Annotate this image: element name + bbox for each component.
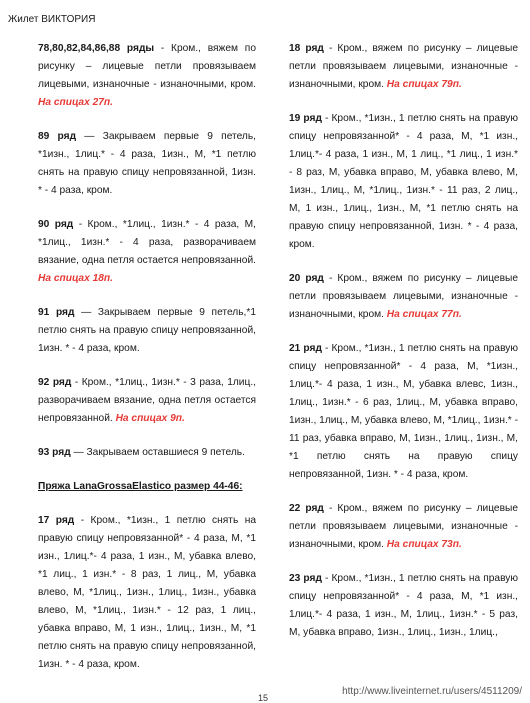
right-column <box>289 40 518 658</box>
row-18: 18 ряд - Кром., вяжем по рисунку – лицевые петли провязываем лицевыми, изнаночные - изнаночными, кром. На спицах 79п. <box>289 43 518 90</box>
left-column <box>38 40 256 690</box>
row-91: 91 ряд — Закрываем первые 9 петель,*1 петлю снять на правую спицу непровязанной, 1изн. * - 4 раза, кром. <box>38 307 256 354</box>
row-89: 89 ряд — Закрываем первые 9 петель, *1изн., 1лиц.* - 4 раза, 1изн., М, *1 петлю снять на правую спицу непровязанной, 1изн. * - 4 раза, кром. <box>38 131 256 196</box>
footer-url[interactable]: http://www.liveinternet.ru/users/4511209/ <box>342 686 522 697</box>
row-19: 19 ряд - Кром., *1изн., 1 петлю снять на правую спицу непровязанной* - 4 раза, М, *1 изн., 1лиц.*- 4 раза, 1 изн., М, 1 лиц., *1 лиц., 1 изн.* - 8 раз, М, убавка вправо, М, убавка влево, М, 1изн., 1лиц., М, *1лиц., 1изн.* - 11 раз, 2 лиц., М, 1 изн., 1лиц., 1изн., М, *1 петлю снять на правую спицу непровязанной, 1изн. * - 4 раза, кром. <box>289 113 518 250</box>
row-78-88: 78,80,82,84,86,88 ряды - Кром., вяжем по рисунку – лицевые петли провязываем лицевыми, изнаночные - изнаночными, кром. На спицах 27п. <box>38 43 256 108</box>
row-93: 93 ряд — Закрываем оставшиеся 9 петель. <box>38 447 245 458</box>
row-21: 21 ряд - Кром., *1изн., 1 петлю снять на правую спицу непровязанной* - 4 раза, М, *1изн., 1лиц.*- 4 раза, 1 изн., М, убавка влевс, 1изн., 1лиц., 1изн.* - 6 раз, 1лиц., М, убавка вправо, 1изн., 1лиц., М, убавка влево, М, *1лиц., 1изн.* - 11 раз, убавка вправо, М, 1изн., 1лиц., 1изн., М, *1 петлю снять на правую спицу непровязанной, 1изн. * - 4 раза, кром. <box>289 343 518 480</box>
section-title: Пряжа LanaGrossaElastico размер 44-46: <box>38 481 243 492</box>
row-92: 92 ряд - Кром., *1лиц., 1изн.* - 3 раза, 1лиц., разворачиваем вязание, одна петля остается непровязанной. На спицах 9п. <box>38 377 256 424</box>
row-90: 90 ряд - Кром., *1лиц., 1изн.* - 4 раза, М, *1лиц., 1изн.* - 4 раза, разворачиваем вязание, одна петля остается непровязанной. На спицах 18п. <box>38 219 256 284</box>
row-22: 22 ряд - Кром., вяжем по рисунку – лицевые петли провязываем лицевыми, изнаночные - изнаночными, кром. На спицах 73п. <box>289 503 518 550</box>
row-23: 23 ряд - Кром., *1изн., 1 петлю снять на правую спицу непровязанной* - 4 раза, М, *1 изн., 1лиц.*- 4 раза, 1 изн., М, 1лиц., 1изн.* - 5 раз, М, убавка вправо, 1изн., 1лиц., 1изн., 1лиц., <box>289 573 518 638</box>
row-17: 17 ряд - Кром., *1изн., 1 петлю снять на правую спицу непровязанной* - 4 раза, М, *1 изн., 1лиц.*- 4 раза, 1 изн., М, убавка влево, *1 лиц., 1 изн.* - 8 раз, 1 лиц., М, убавка влево, М, *1лиц., 1изн., 1лиц., 1изн., убавка влево, М, *1лиц., 1изн.* - 12 раз, 1 лиц., убавка вправо, М, 1 изн., 1лиц., 1изн., М, *1 петлю снять на правую спицу непровязанной, 1изн. * - 4 раза, кром. <box>38 515 256 670</box>
row-20: 20 ряд - Кром., вяжем по рисунку – лицевые петли провязываем лицевыми, изнаночные - изнаночными, кром. На спицах 77п. <box>289 273 518 320</box>
page-number: 15 <box>258 693 269 703</box>
page-header: Жилет ВИКТОРИЯ <box>8 14 96 25</box>
